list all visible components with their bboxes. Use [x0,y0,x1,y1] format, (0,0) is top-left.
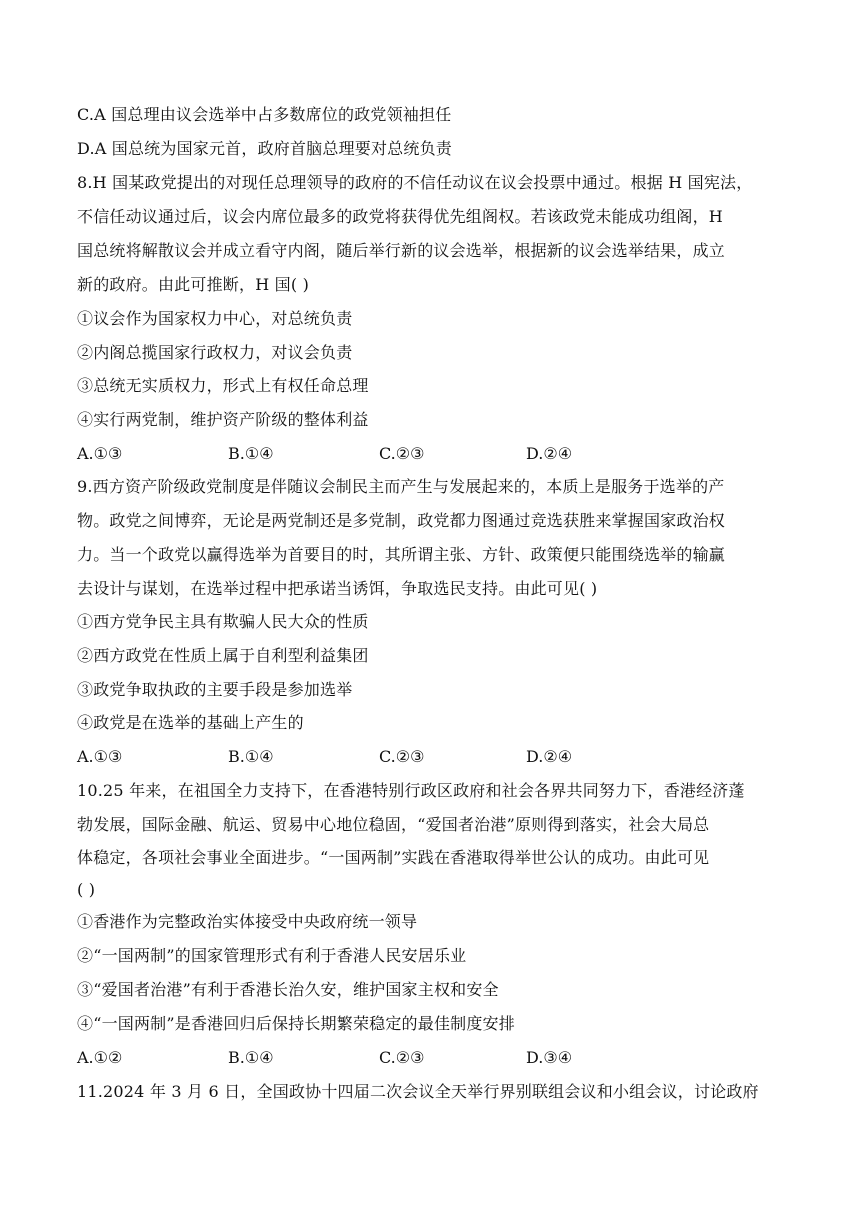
q10-statement: ①香港作为完整政治实体接受中央政府统一领导 [77,912,418,931]
q9-option-c: C.②③ [379,747,425,766]
q8-statement: ①议会作为国家权力中心，对总统负责 [77,309,353,328]
q9-option-b: B.①④ [228,747,274,766]
q10-stem-line: 体稳定，各项社会事业全面进步。“一国两制”实践在香港取得举世公认的成功。由此可见 [77,848,710,867]
q9-option-a: A.①③ [77,747,123,766]
q10-option-c: C.②③ [379,1048,425,1067]
q10-statement: ②“一国两制”的国家管理形式有利于香港人民安居乐业 [77,946,467,965]
q10-option-a: A.①② [77,1048,123,1067]
q10-option-b: B.①④ [228,1048,274,1067]
q9-stem-line: 物。政党之间博弈，无论是两党制还是多党制，政党都力图通过竞选获胜来掌握国家政治权 [77,511,726,530]
q9-stem-line: 去设计与谋划，在选举过程中把承诺当诱饵，争取选民支持。由此可见( ) [77,579,598,598]
q10-stem-line: 10.25 年来，在祖国全力支持下，在香港特别行政区政府和社会各界共同努力下，香港经济蓬 [77,781,745,800]
q9-option-d: D.②④ [526,747,573,766]
q8-statement: ②内阁总揽国家行政权力，对议会负责 [77,343,353,362]
q8-option-a: A.①③ [77,444,123,463]
q8-stem-line: 新的政府。由此可推断，H 国( ) [77,275,310,294]
q10-statement: ④“一国两制”是香港回归后保持长期繁荣稳定的最佳制度安排 [77,1014,515,1033]
q9-statement: ①西方党争民主具有欺骗人民大众的性质 [77,612,369,631]
q10-statement: ③“爱国者治港”有利于香港长治久安，维护国家主权和安全 [77,980,499,999]
q9-stem-line: 力。当一个政党以赢得选举为首要目的时，其所谓主张、方针、政策便只能围绕选举的输赢 [77,545,726,564]
q7-option-d: D.A 国总统为国家元首，政府首脑总理要对总统负责 [77,139,452,158]
q8-statement: ④实行两党制，维护资产阶级的整体利益 [77,410,369,429]
q9-statement: ④政党是在选举的基础上产生的 [77,713,304,732]
q9-stem-line: 9.西方资产阶级政党制度是伴随议会制民主而产生与发展起来的，本质上是服务于选举的产 [77,477,725,496]
q8-option-b: B.①④ [228,444,274,463]
q10-option-d: D.③④ [526,1048,573,1067]
q8-option-d: D.②④ [526,444,573,463]
q8-option-c: C.②③ [379,444,425,463]
q10-stem-line: ( ) [77,880,96,899]
q8-stem-line: 不信任动议通过后，议会内席位最多的政党将获得优先组阁权。若该政党未能成功组阁，H [77,207,723,226]
q8-stem-line: 国总统将解散议会并成立看守内阁，随后举行新的议会选举，根据新的议会选举结果，成立 [77,241,726,260]
q8-stem-line: 8.H 国某政党提出的对现任总理领导的政府的不信任动议在议会投票中通过。根据 H 国宪法， [77,173,753,192]
q9-statement: ②西方政党在性质上属于自利型利益集团 [77,646,369,665]
q8-statement: ③总统无实质权力，形式上有权任命总理 [77,376,369,395]
q10-stem-line: 勃发展，国际金融、航运、贸易中心地位稳固，“爱国者治港”原则得到落实，社会大局总 [77,815,710,834]
q9-statement: ③政党争取执政的主要手段是参加选举 [77,680,353,699]
q11-stem-line: 11.2024 年 3 月 6 日，全国政协十四届二次会议全天举行界别联组会议和小组会议，讨论政府 [77,1082,759,1101]
q7-option-c: C.A 国总理由议会选举中占多数席位的政党领袖担任 [77,105,452,124]
